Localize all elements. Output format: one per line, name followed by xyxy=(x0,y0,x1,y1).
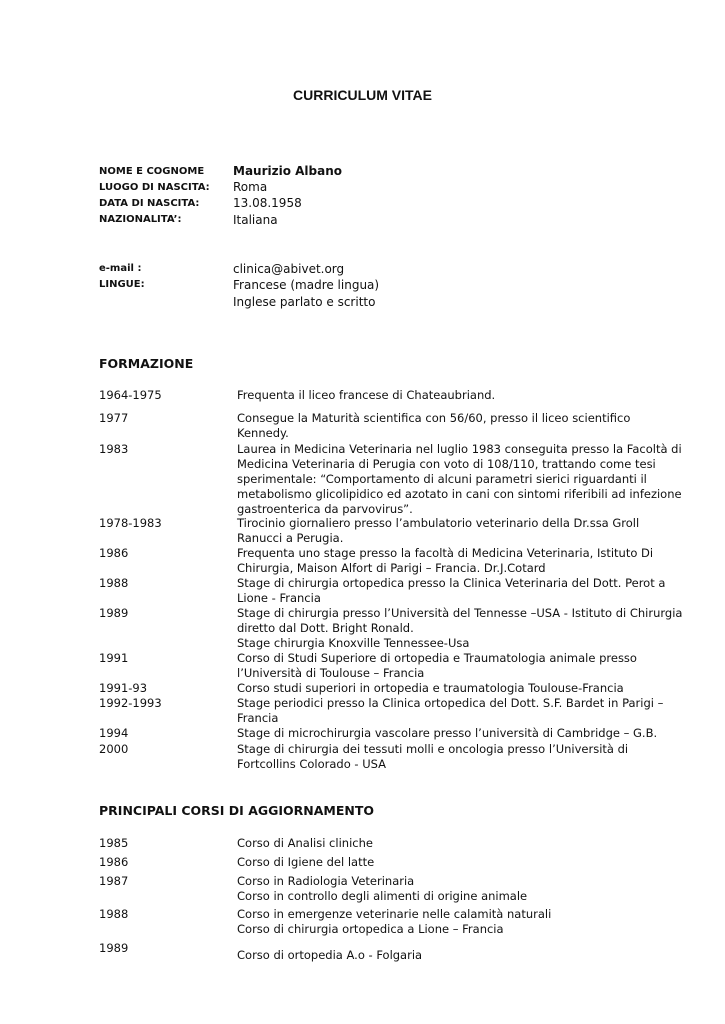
nationality-label: NAZIONALITA’: xyxy=(99,214,182,225)
corsi-text: Corso in controllo degli alimenti di origine animale xyxy=(237,889,528,903)
corsi-text: Corso di ortopedia A.o - Folgaria xyxy=(237,948,423,962)
languages-value-1: Francese (madre lingua) xyxy=(233,278,380,292)
formazione-year: 2000 xyxy=(99,742,129,756)
formazione-year: 1964-1975 xyxy=(99,388,162,402)
formazione-year: 1986 xyxy=(99,546,129,560)
languages-value-2: Inglese parlato e scritto xyxy=(233,295,376,309)
formazione-text: Stage periodici presso la Clinica ortopedica del Dott. S.F. Bardet in Parigi – Francia xyxy=(237,696,664,725)
name-value: Maurizio Albano xyxy=(233,164,343,178)
birthplace-label: LUOGO DI NASCITA: xyxy=(99,182,210,193)
email-label: e-mail : xyxy=(99,263,142,274)
formazione-text: Stage di chirurgia dei tessuti molli e oncologia presso l’Università di Fortcollins Colorado - USA xyxy=(237,742,629,771)
formazione-text: Stage chirurgia Knoxville Tennessee-Usa xyxy=(237,636,470,650)
corsi-text: Corso di Analisi cliniche xyxy=(237,836,373,850)
birthdate-label: DATA DI NASCITA: xyxy=(99,198,200,209)
corsi-year: 1986 xyxy=(99,855,129,869)
formazione-year: 1994 xyxy=(99,726,129,740)
formazione-year: 1991-93 xyxy=(99,681,148,695)
formazione-text: Frequenta il liceo francese di Chateaubriand. xyxy=(237,388,496,402)
birthplace-value: Roma xyxy=(233,180,268,194)
formazione-text: Stage di microchirurgia vascolare presso l’università di Cambridge – G.B. xyxy=(237,726,658,740)
formazione-year: 1983 xyxy=(99,442,129,456)
formazione-year: 1989 xyxy=(99,606,129,620)
formazione-text: Laurea in Medicina Veterinaria nel luglio 1983 conseguita presso la Facoltà di Medicina Veterinaria di Perugia con voto di 108/110, trattando come tesi sperimentale: “Comportamento di alcuni parametri sierici riguardanti il metabolismo glicolipidico ed azotato in cani con sintomi riferibili ad infezione gastroenterica da parvovirus”. xyxy=(237,442,682,516)
formazione-text: Stage di chirurgia ortopedica presso la Clinica Veterinaria del Dott. Perot a Lione - Francia xyxy=(237,576,666,605)
formazione-text: Consegue la Maturità scientifica con 56/60, presso il liceo scientifico Kennedy. xyxy=(237,411,631,440)
corsi-year: 1989 xyxy=(99,941,129,955)
corsi-text: Corso in Radiologia Veterinaria xyxy=(237,874,415,888)
formazione-year: 1978-1983 xyxy=(99,516,162,530)
document-title: CURRICULUM VITAE xyxy=(293,87,432,103)
formazione-year: 1992-1993 xyxy=(99,696,162,710)
formazione-text: Tirocinio giornaliero presso l’ambulatorio veterinario della Dr.ssa Groll Ranucci a Perugia. xyxy=(237,516,640,545)
formazione-heading: FORMAZIONE xyxy=(99,356,194,371)
corsi-year: 1987 xyxy=(99,874,129,888)
corsi-heading: PRINCIPALI CORSI DI AGGIORNAMENTO xyxy=(99,803,375,818)
corsi-text: Corso di Igiene del latte xyxy=(237,855,375,869)
formazione-year: 1988 xyxy=(99,576,129,590)
formazione-year: 1977 xyxy=(99,411,129,425)
name-label: NOME E COGNOME xyxy=(99,166,205,177)
formazione-text: Frequenta uno stage presso la facoltà di Medicina Veterinaria, Istituto Di Chirurgia, Maison Alfort di Parigi – Francia. Dr.J.Cotard xyxy=(237,546,654,575)
corsi-text: Corso in emergenze veterinarie nelle calamità naturali xyxy=(237,907,552,921)
corsi-text: Corso di chirurgia ortopedica a Lione – Francia xyxy=(237,922,504,936)
email-value: clinica@abivet.org xyxy=(233,262,345,276)
languages-label: LINGUE: xyxy=(99,279,145,290)
corsi-year: 1988 xyxy=(99,907,129,921)
formazione-year: 1991 xyxy=(99,651,129,665)
formazione-text: Corso studi superiori in ortopedia e traumatologia Toulouse-Francia xyxy=(237,681,624,695)
formazione-text: Stage di chirurgia presso l’Università del Tennesse –USA - Istituto di Chirurgia diretto dal Dott. Bright Ronald. xyxy=(237,606,683,635)
formazione-text: Corso di Studi Superiore di ortopedia e Traumatologia animale presso l’Università di Toulouse – Francia xyxy=(237,651,637,680)
birthdate-value: 13.08.1958 xyxy=(233,196,302,210)
nationality-value: Italiana xyxy=(233,213,278,227)
corsi-year: 1985 xyxy=(99,836,129,850)
